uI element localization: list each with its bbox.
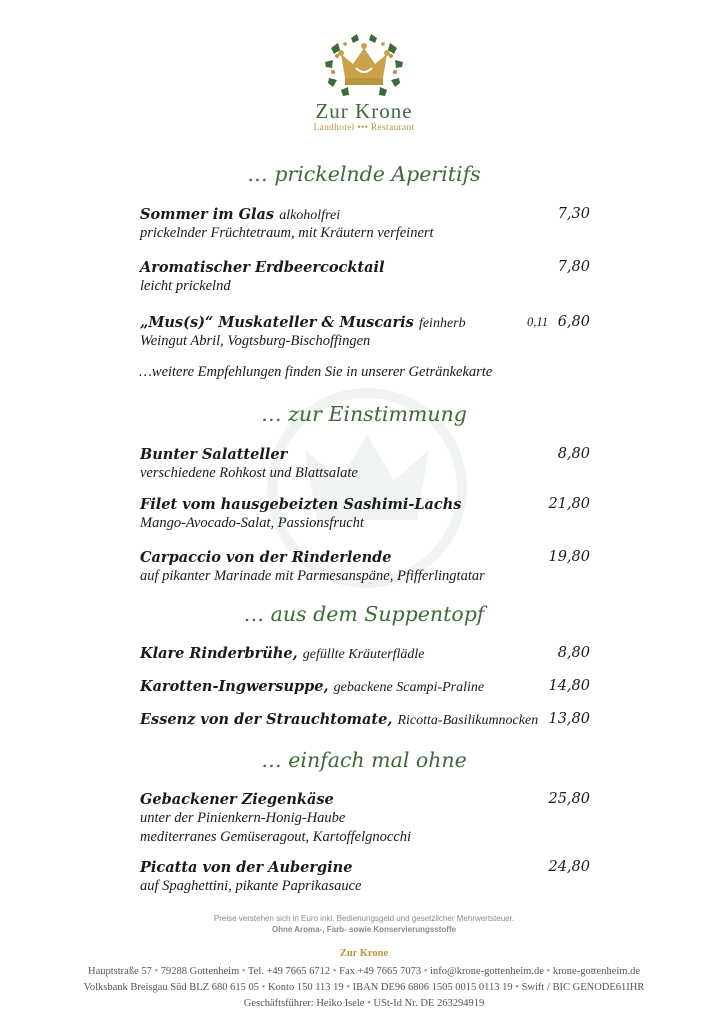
item-description: unter der Pinienkern-Honig-Haube [140,810,346,826]
item-price: 24,80 [548,859,590,875]
price-notice: Preise verstehen sich in Euro inkl. Bedienungsgeld und gesetzlicher Mehrwertsteuer. [213,914,515,923]
menu-item [140,312,590,351]
item-description: verschiedene Rohkost und Blattsalate [140,465,358,481]
logo-name: Zur Krone [315,99,413,123]
item-price: 13,80 [548,711,590,727]
website-link[interactable]: krone-gottenheim.de [552,966,640,977]
item-price: 7,80 [557,259,590,275]
additives-notice: Ohne Aroma-, Farb- sowie Konservierungsstoffe [271,925,457,934]
item-description: auf pikanter Marinade mit Parmesanspäne, Pfifferlingtatar [140,568,485,584]
item-description: prickelnder Früchtetraum, mit Kräutern verfeinert [140,225,434,241]
menu-item [140,857,590,896]
item-price: 21,80 [548,496,590,512]
menu-item [140,257,590,296]
footer-name: Zur Krone [339,948,389,959]
item-price: 14,80 [548,678,590,694]
menu-item [140,643,590,663]
menu-item [140,204,590,243]
item-description: Mango-Avocado-Salat, Passionsfrucht [140,515,364,531]
crown-wreath-icon [321,30,407,100]
item-name: Essenz von der Strauchtomate, [140,711,393,728]
footer-management: Geschäftsführer: Heiko Isele • USt-Id Nr. DE 263294919 [243,998,485,1009]
section-heading-starters: … zur Einstimmung [261,402,467,426]
footer-bank: Volksbank Breisgau Süd BLZ 680 615 05 • Konto 150 113 19 • IBAN DE96 6806 1505 0015 0113 19 • Swift / BIC GENODE61IHR [83,982,645,993]
menu-item [140,494,590,533]
item-price: 8,80 [557,446,590,462]
item-note: alkoholfrei [279,208,341,223]
logo-subtitle: Landhotel ••• Restaurant [313,123,415,133]
menu-item [140,547,590,586]
item-note: Ricotta-Basilikumnocken [397,713,539,728]
drinks-recommendation-note: …weitere Empfehlungen finden Sie in unserer Getränkekarte [139,364,493,380]
item-price: 8,80 [557,645,590,661]
item-price: 25,80 [548,791,590,807]
item-price: 19,80 [548,549,590,565]
hotel-logo [297,30,431,142]
section-heading-soups: … aus dem Suppentopf [243,602,485,626]
item-description: Weingut Abril, Vogtsburg-Bischoffingen [140,333,371,349]
item-name: „Mus(s)“ Muskateller & Muscaris [140,314,414,331]
menu-item [140,709,590,729]
email-link[interactable]: info@krone-gottenheim.de [430,966,544,977]
item-name: Aromatischer Erdbeercocktail [140,259,385,276]
item-note: gebackene Scampi-Praline [333,680,485,695]
item-name: Filet vom hausgebeizten Sashimi-Lachs [140,496,462,513]
item-note: feinherb [418,316,466,331]
menu-item [140,676,590,696]
item-name: Gebackener Ziegenkäse [140,791,334,808]
item-volume: 0,11 [527,315,548,329]
footer-address: Hauptstraße 57 • 79288 Gottenheim • Tel. +49 7665 6712 • Fax +49 7665 7073 • info@krone-gottenheim.de • krone-gottenheim.de [88,966,640,977]
item-description: leicht prickelnd [140,278,231,294]
item-price: 7,30 [557,206,590,222]
item-name: Picatta von der Aubergine [140,859,353,876]
item-name: Karotten-Ingwersuppe, [140,678,329,695]
section-heading-aperitifs: … prickelnde Aperitifs [247,162,481,186]
item-price: 6,80 [557,314,590,330]
item-name: Bunter Salatteller [140,446,288,463]
item-name: Klare Rinderbrühe, [140,645,298,662]
item-note: gefüllte Kräuterflädle [302,647,425,662]
section-heading-vegetarian: … einfach mal ohne [261,748,467,772]
menu-item [140,789,590,847]
item-name: Sommer im Glas [140,206,275,223]
item-description: mediterranes Gemüseragout, Kartoffelgnocchi [140,829,412,845]
item-description: auf Spaghettini, pikante Paprikasauce [140,878,362,894]
item-name: Carpaccio von der Rinderlende [140,549,392,566]
menu-item [140,444,590,483]
